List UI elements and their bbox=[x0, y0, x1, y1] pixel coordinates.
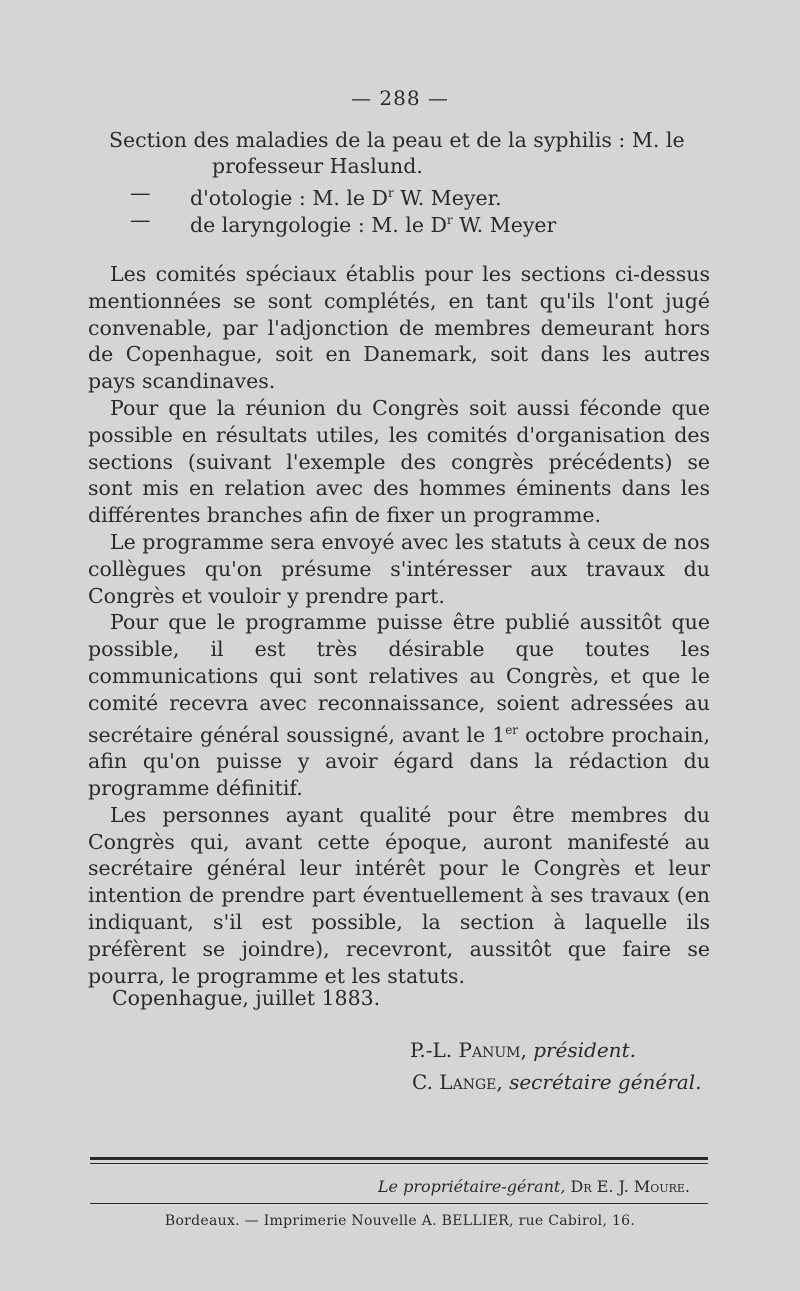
place-date: Copenhague, juillet 1883. bbox=[112, 986, 381, 1010]
superscript: er bbox=[505, 722, 519, 737]
president-signature bbox=[410, 1038, 636, 1062]
paragraph-5: Les personnes ayant qualité pour être membres du Congrès qui, avant cette époque, auront manifesté au secrétaire général leur intérêt pour le Congrès et leur intention de prendre part éventuellement à ses travaux (en indiquant, s'il est possible, la section à laquelle ils préfèrent se joindre), recevront, aussitôt que faire se pourra, le programme et les statuts. bbox=[88, 802, 710, 988]
em-dash: — bbox=[130, 208, 151, 232]
section-line-4-text: de laryngologie : M. le D bbox=[190, 212, 447, 237]
section-line-3-end: W. Meyer. bbox=[393, 185, 502, 210]
footer-rule-thin bbox=[90, 1163, 708, 1164]
section-line-2: professeur Haslund. bbox=[212, 154, 423, 178]
page-number: — 288 — bbox=[351, 86, 449, 110]
paragraph-4 bbox=[88, 609, 710, 801]
paragraph-3: Le programme sera envoyé avec les statuts à ceux de nos collègues qu'on présume s'intéresser aux travaux du Congrès et vouloir y prendre part. bbox=[88, 529, 710, 608]
footer-rule-bottom bbox=[90, 1203, 708, 1204]
footer-rule-thick bbox=[90, 1157, 708, 1160]
paragraph-4-a: Pour que le programme puisse être publié aussitôt que possible, il est très désirable que toutes les communications qui sont relatives au Congrès, et que le comité recevra avec reconnaissance, soient adressées au secrétaire général soussigné, avant le 1 bbox=[88, 610, 710, 747]
body-text bbox=[88, 261, 710, 989]
superscript: r bbox=[446, 213, 453, 227]
secretary-name: C. Lange, bbox=[412, 1070, 503, 1094]
president-name: P.-L. Panum, bbox=[410, 1038, 527, 1062]
president-title: président. bbox=[533, 1038, 636, 1062]
secretary-title: secrétaire général. bbox=[509, 1070, 702, 1094]
gerant-line bbox=[378, 1177, 690, 1196]
section-line-4-end: W. Meyer bbox=[452, 212, 557, 237]
printer-line: Bordeaux. — Imprimerie Nouvelle A. BELLIER, rue Cabirol, 16. bbox=[164, 1213, 636, 1229]
section-line-3-text: d'otologie : M. le D bbox=[190, 185, 388, 210]
paragraph-4-b: octobre prochain, afin qu'on puisse y avoir égard dans la rédaction du programme définitif. bbox=[88, 722, 710, 800]
secretary-signature bbox=[412, 1070, 701, 1094]
section-line-1: Section des maladies de la peau et de la syphilis : M. le bbox=[109, 128, 685, 152]
gerant-name: Dr E. J. Moure. bbox=[570, 1177, 690, 1196]
paragraph-2: Pour que la réunion du Congrès soit aussi féconde que possible en résultats utiles, les comités d'organisation des sections (suivant l'exemple des congrès précédents) se sont mis en relation avec des hommes éminents dans les différentes branches afin de fixer un programme. bbox=[88, 395, 710, 528]
gerant-label: Le propriétaire-gérant, bbox=[377, 1177, 566, 1196]
em-dash: — bbox=[130, 181, 151, 205]
paragraph-1: Les comités spéciaux établis pour les sections ci-dessus mentionnées se sont complétés, en tant qu'ils l'ont jugé convenable, par l'adjonction de membres demeurant hors de Copenhague, soit en Danemark, soit dans les autres pays scandinaves. bbox=[88, 262, 710, 394]
superscript: r bbox=[388, 186, 394, 200]
section-line-4 bbox=[190, 207, 556, 238]
